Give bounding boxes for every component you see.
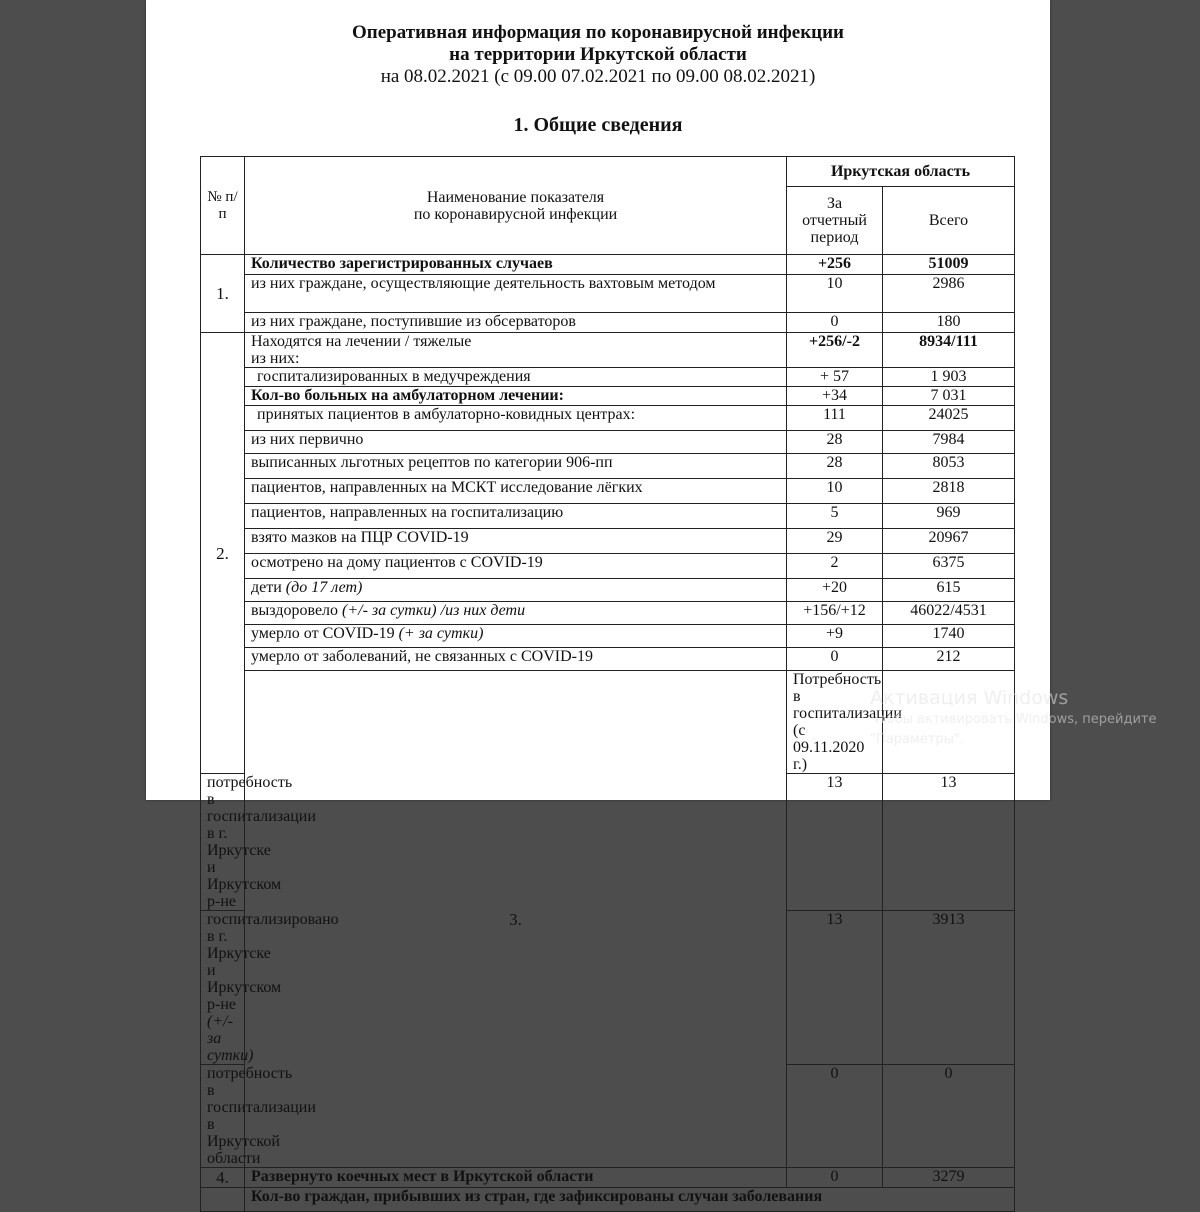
row-period-value: 28 [787,454,883,479]
header-indicator-name [245,157,787,255]
row-label [245,579,787,602]
row-total-value: 2986 [883,275,1015,313]
watermark-title: Активация Windows [870,687,1069,709]
row-label-note: (с 09.11.2020 г.) [793,722,865,773]
row-label-note: (+/- за сутки) /из них дети [342,602,526,619]
row-label-sub: из них: [251,350,300,367]
row-total-value: 8934/111 [883,333,1015,368]
row-label [245,333,787,368]
title-line-1: Оперативная информация по коронавирусной инфекции [352,22,844,43]
row-total-value: 1 903 [883,368,1015,387]
section-number: 1. [201,255,245,333]
row-period-value: +156/+12 [787,602,883,625]
row-label-main: выздоровело [251,602,339,619]
table-row [201,602,1015,625]
row-label-note: (+/- за сутки) [207,1013,254,1064]
row-label: из них граждане, поступившие из обсерваторов [245,313,787,333]
table-row [201,406,1015,431]
row-label-note: (+ за сутки) [398,625,484,642]
table-row [201,479,1015,504]
row-total-value: 46022/4531 [883,602,1015,625]
table-row [201,504,1015,529]
row-total-value: 20967 [883,529,1015,554]
row-total-value: 212 [883,648,1015,671]
row-label [201,911,339,1065]
table-row [201,671,1015,774]
row-period-value: +256/-2 [787,333,883,368]
row-total-value: 6375 [883,554,1015,579]
header-name-line-1: Наименование показателя [426,188,605,206]
row-label-note: (до 17 лет) [285,579,363,596]
section-number: 3. [245,671,787,1168]
row-total-value: 24025 [883,406,1015,431]
row-label: Кол-во граждан, прибывших из стран, где зафиксированы случаи заболевания [245,1188,1015,1212]
row-label: принятых пациентов в амбулаторно-ковидных центрах: [245,406,787,431]
row-total-value: 1740 [883,625,1015,648]
table-header-row [201,157,1015,187]
row-total-value: 180 [883,313,1015,333]
row-period-value: 111 [787,406,883,431]
row-total-value: 615 [883,579,1015,602]
row-label-main: Потребность в госпитализации [793,671,902,722]
row-label: умерло от заболеваний, не связанных с COVID-19 [245,648,787,671]
row-label: взято мазков на ПЦР COVID-19 [245,529,787,554]
table-row [201,313,1015,333]
row-label: выписанных льготных рецептов по категории 906-пп [245,454,787,479]
row-period-value: +9 [787,625,883,648]
header-period: За отчетный период [787,187,883,255]
row-label-main: дети [251,579,282,596]
row-total-value: 51009 [883,255,1015,275]
row-label: пациентов, направленных на МСКТ исследование лёгких [245,479,787,504]
row-period-value: + 57 [787,368,883,387]
row-period-value: 0 [787,1168,883,1188]
section-number: 4. [201,1168,245,1188]
row-total-value: 7984 [883,431,1015,454]
row-label [787,671,902,774]
row-label-main: госпитализировано в г. Иркутске и Иркутском р-не [207,911,339,1013]
row-period-value: +256 [787,255,883,275]
row-label [245,602,787,625]
row-label [245,625,787,648]
row-label-main: Находятся на лечении / тяжелые [251,333,472,350]
row-label: Кол-во больных на амбулаторном лечении: [245,387,787,406]
row-total-value: 7 031 [883,387,1015,406]
row-total-value: 969 [883,504,1015,529]
table-row [201,648,1015,671]
document-title [146,22,1050,88]
row-period-value: 10 [787,479,883,504]
row-label: госпитализированных в медучреждения [245,368,787,387]
row-label-main: умерло от COVID-19 [251,625,395,642]
row-period-value: 13 [787,911,883,1065]
table-row [201,625,1015,648]
row-label: из них граждане, осуществляющие деятельность вахтовым методом [245,275,787,313]
watermark-line-2: "Параметры". [870,732,964,747]
section-number: 2. [201,333,245,774]
table-row [201,255,1015,275]
header-total: Всего [883,187,1015,255]
title-line-2: на территории Иркутской области [449,44,747,65]
row-label: пациентов, направленных на госпитализацию [245,504,787,529]
report-date: на 08.02.2021 (с 09.00 07.02.2021 по 09.00 08.02.2021) [380,66,816,87]
row-period-value: 10 [787,275,883,313]
row-period-value: +34 [787,387,883,406]
table-row [201,579,1015,602]
row-period-value: 5 [787,504,883,529]
table-row [201,554,1015,579]
table-row [201,454,1015,479]
row-period-value: +20 [787,579,883,602]
row-total-value: 3913 [883,911,1015,1065]
document-page [146,0,1050,1205]
row-period-value: 0 [787,1065,883,1168]
covid-stats-table [200,156,1015,1212]
row-label: потребность в госпитализации в г. Иркутске и Иркутском р-не [201,774,245,911]
table-row [201,387,1015,406]
row-label: осмотрено на дому пациентов с COVID-19 [245,554,787,579]
row-total-value: 0 [883,1065,1015,1168]
row-period-value [883,671,1015,774]
table-row [201,431,1015,454]
row-total-value: 2818 [883,479,1015,504]
header-number: № п/п [201,157,245,255]
row-total-value: 13 [883,774,1015,911]
table-row [201,275,1015,313]
row-period-value: 29 [787,529,883,554]
watermark-line-1: Чтобы активировать Windows, перейдите [870,712,1157,727]
row-label: Количество зарегистрированных случаев [245,255,787,275]
row-period-value: 2 [787,554,883,579]
row-label: из них первично [245,431,787,454]
row-period-value: 13 [787,774,883,911]
row-label: Развернуто коечных мест в Иркутской области [245,1168,787,1188]
row-period-value: 0 [787,648,883,671]
section-title: 1. Общие сведения [513,114,683,136]
header-region: Иркутская область [787,157,1015,187]
table-row [201,1188,1015,1212]
table-row [201,333,1015,368]
header-name-line-2: по коронавирусной инфекции [413,205,618,223]
table-row [201,368,1015,387]
row-period-value: 0 [787,313,883,333]
row-total-value: 8053 [883,454,1015,479]
row-period-value: 28 [787,431,883,454]
table-row [201,1168,1015,1188]
row-total-value: 3279 [883,1168,1015,1188]
table-row [201,529,1015,554]
row-label: потребность в госпитализации в Иркутской области [201,1065,245,1168]
section-number [201,1188,245,1212]
